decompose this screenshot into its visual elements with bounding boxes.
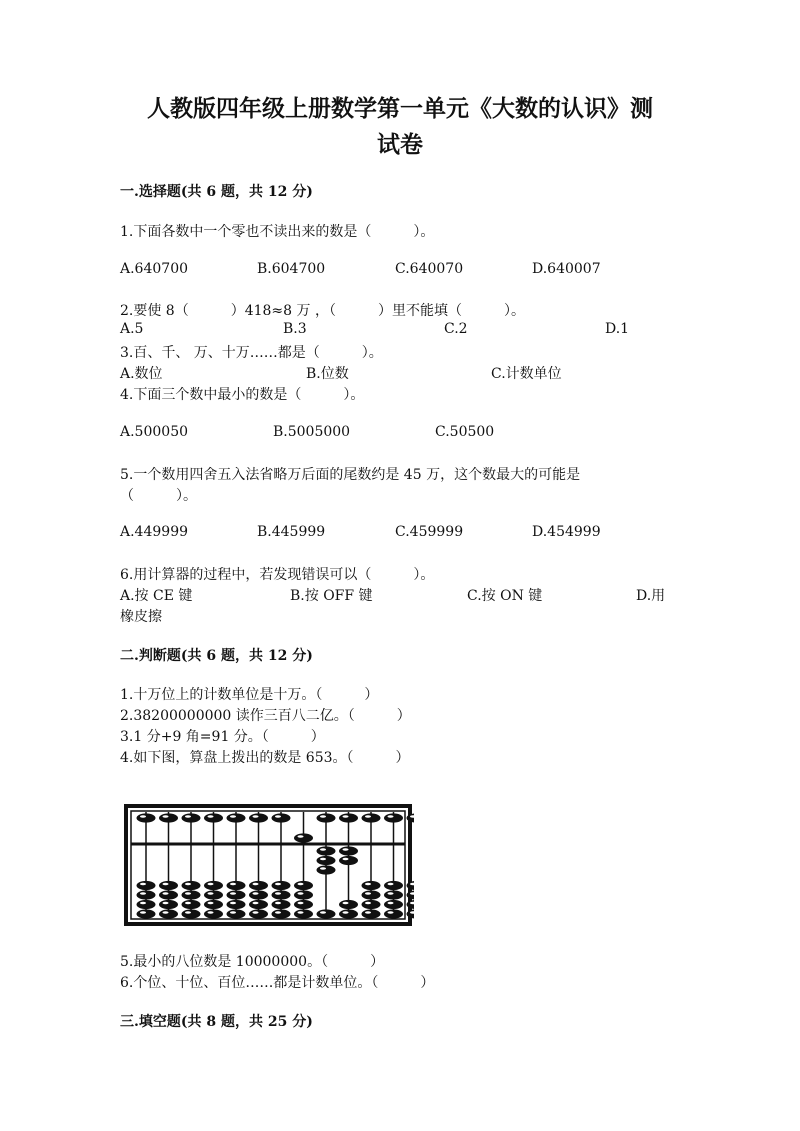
abacus-lower-bead xyxy=(227,909,246,918)
section-heading-fill: 三.填空题(共 8 题，共 25 分) xyxy=(120,1014,313,1030)
abacus-lower-bead xyxy=(204,881,223,890)
abacus-bead-highlight xyxy=(320,911,326,914)
q1-option-d: D.640007 xyxy=(532,261,601,277)
abacus-bead-highlight xyxy=(275,902,281,905)
abacus-lower-bead xyxy=(317,865,336,874)
abacus-lower-bead xyxy=(182,909,201,918)
abacus-bead-highlight xyxy=(185,815,191,818)
q5-option-a: A.449999 xyxy=(120,524,189,540)
abacus-lower-bead xyxy=(294,900,313,909)
abacus-lower-bead xyxy=(384,881,403,890)
question-1: 1.下面各数中一个零也不读出来的数是（ ）。 xyxy=(120,224,435,240)
abacus-bead-highlight xyxy=(320,815,326,818)
abacus-bead-highlight xyxy=(298,835,304,838)
abacus-bead-highlight xyxy=(343,815,349,818)
abacus-bead-highlight xyxy=(208,902,214,905)
abacus-lower-bead xyxy=(317,909,336,918)
abacus-bead-highlight xyxy=(253,815,259,818)
abacus-lower-bead xyxy=(339,900,358,909)
abacus-lower-bead xyxy=(182,890,201,899)
abacus-bead-highlight xyxy=(208,883,214,886)
q4-option-c: C.50500 xyxy=(435,424,495,440)
q5-option-b: B.445999 xyxy=(257,524,326,540)
abacus-bead-highlight xyxy=(163,902,169,905)
judgement-item-2: 2.38200000000 读作三百八二亿。（ ） xyxy=(120,708,411,724)
abacus-upper-bead xyxy=(272,813,291,822)
abacus-upper-bead xyxy=(249,813,268,822)
abacus-lower-bead xyxy=(294,881,313,890)
abacus-lower-bead xyxy=(159,881,178,890)
q1-option-b: B.604700 xyxy=(257,261,326,277)
abacus-bead-highlight xyxy=(275,911,281,914)
abacus-figure xyxy=(124,802,414,927)
question-6: 6.用计算器的过程中，若发现错误可以（ ）。 xyxy=(120,567,435,583)
judgement-item-3: 3.1 分+9 角=91 分。（ ） xyxy=(120,729,325,745)
judgement-item-1: 1.十万位上的计数单位是十万。（ ） xyxy=(120,687,379,703)
abacus-lower-bead xyxy=(159,909,178,918)
abacus-bead-highlight xyxy=(275,892,281,895)
abacus-lower-bead xyxy=(159,890,178,899)
q3-option-c: C.计数单位 xyxy=(491,366,562,382)
page-title-line2: 试卷 xyxy=(377,131,423,158)
abacus-bead-highlight xyxy=(320,858,326,861)
judgement-item-6: 6.个位、十位、百位……都是计数单位。（ ） xyxy=(120,975,435,991)
judgement-item-5: 5.最小的八位数是 10000000。（ ） xyxy=(120,954,385,970)
abacus-upper-bead xyxy=(362,813,381,822)
q4-option-b: B.5005000 xyxy=(273,424,351,440)
abacus-lower-bead xyxy=(204,890,223,899)
abacus-upper-bead xyxy=(204,813,223,822)
abacus-lower-bead xyxy=(249,909,268,918)
abacus-bead-highlight xyxy=(343,858,349,861)
q5-option-d: D.454999 xyxy=(532,524,601,540)
abacus-lower-bead xyxy=(272,900,291,909)
abacus-bead-highlight xyxy=(208,815,214,818)
judgement-item-4: 4.如下图，算盘上拨出的数是 653。（ ） xyxy=(120,750,410,766)
abacus-bead-highlight xyxy=(163,892,169,895)
abacus-bead-highlight xyxy=(163,883,169,886)
abacus-bead-highlight xyxy=(298,911,304,914)
abacus-bead-highlight xyxy=(343,848,349,851)
abacus-bead-highlight xyxy=(140,815,146,818)
q2-option-c: C.2 xyxy=(444,321,468,337)
abacus-bead-highlight xyxy=(140,902,146,905)
q4-option-a: A.500050 xyxy=(120,424,189,440)
abacus-bead-highlight xyxy=(298,902,304,905)
abacus-bead-highlight xyxy=(388,902,394,905)
abacus-bead-highlight xyxy=(298,892,304,895)
abacus-bead-highlight xyxy=(230,883,236,886)
abacus-bead-highlight xyxy=(298,883,304,886)
abacus-bead-highlight xyxy=(185,883,191,886)
abacus-lower-bead xyxy=(182,900,201,909)
abacus-lower-bead xyxy=(204,909,223,918)
abacus-lower-bead xyxy=(294,890,313,899)
abacus-lower-bead xyxy=(272,909,291,918)
abacus-lower-bead xyxy=(227,890,246,899)
abacus-upper-bead xyxy=(339,813,358,822)
abacus-upper-bead xyxy=(227,813,246,822)
abacus-bead-highlight xyxy=(320,867,326,870)
abacus-lower-bead xyxy=(362,890,381,899)
abacus-bead-highlight xyxy=(365,892,371,895)
abacus-bead-highlight xyxy=(230,815,236,818)
abacus-bead-highlight xyxy=(230,902,236,905)
q2-option-a: A.5 xyxy=(120,321,144,337)
abacus-lower-bead xyxy=(317,856,336,865)
abacus-bead-highlight xyxy=(253,892,259,895)
abacus-bead-highlight xyxy=(140,911,146,914)
abacus-bead-highlight xyxy=(140,883,146,886)
q2-option-b: B.3 xyxy=(283,321,307,337)
abacus-lower-bead xyxy=(339,846,358,855)
section-heading-judgement: 二.判断题(共 6 题，共 12 分) xyxy=(120,648,313,664)
abacus-bead-highlight xyxy=(343,902,349,905)
abacus-lower-bead xyxy=(137,909,156,918)
abacus-bead-highlight xyxy=(365,883,371,886)
abacus-lower-bead xyxy=(294,909,313,918)
abacus-bead-highlight xyxy=(185,892,191,895)
abacus-bead-highlight xyxy=(230,911,236,914)
q3-option-b: B.位数 xyxy=(306,366,349,382)
abacus-bead-highlight xyxy=(253,883,259,886)
abacus-bead-highlight xyxy=(253,902,259,905)
abacus-lower-bead xyxy=(384,900,403,909)
abacus-upper-bead xyxy=(159,813,178,822)
abacus-bead-highlight xyxy=(343,911,349,914)
abacus-lower-bead xyxy=(272,890,291,899)
abacus-bead-highlight xyxy=(365,911,371,914)
abacus-upper-bead xyxy=(384,813,403,822)
q3-option-a: A.数位 xyxy=(120,366,163,382)
abacus-lower-bead xyxy=(362,900,381,909)
abacus-upper-bead xyxy=(182,813,201,822)
q6-option-d-wrap: 橡皮擦 xyxy=(120,609,162,625)
abacus-bead-highlight xyxy=(320,848,326,851)
abacus-lower-bead xyxy=(249,881,268,890)
abacus-bead-highlight xyxy=(185,911,191,914)
abacus-lower-bead xyxy=(249,890,268,899)
question-3: 3.百、千、 万、十万……都是（ ）。 xyxy=(120,345,383,361)
abacus-lower-bead xyxy=(362,881,381,890)
abacus-bead-highlight xyxy=(388,911,394,914)
abacus-lower-bead xyxy=(249,900,268,909)
abacus-bead-highlight xyxy=(388,883,394,886)
q6-option-a: A.按 CE 键 xyxy=(120,588,193,604)
abacus-lower-bead xyxy=(227,881,246,890)
abacus-lower-bead xyxy=(339,856,358,865)
abacus-bead-highlight xyxy=(140,892,146,895)
abacus-lower-bead xyxy=(137,900,156,909)
question-2: 2.要使 8（ ）418≈8 万 ，（ ）里不能填（ ）。 xyxy=(120,303,525,319)
q6-option-b: B.按 OFF 键 xyxy=(290,588,373,604)
abacus-bead-highlight xyxy=(365,902,371,905)
page-title-line1: 人教版四年级上册数学第一单元《大数的认识》测 xyxy=(147,95,653,122)
q6-option-d: D.用 xyxy=(636,588,666,604)
abacus-bead-highlight xyxy=(208,892,214,895)
abacus-upper-bead xyxy=(137,813,156,822)
abacus-bead-highlight xyxy=(388,892,394,895)
abacus-bead-highlight xyxy=(275,815,281,818)
abacus-lower-bead xyxy=(137,890,156,899)
abacus-lower-bead xyxy=(182,881,201,890)
abacus-lower-bead xyxy=(384,909,403,918)
q5-option-c: C.459999 xyxy=(395,524,464,540)
section-heading-choice: 一.选择题(共 6 题，共 12 分) xyxy=(120,184,313,200)
abacus-bead-highlight xyxy=(163,911,169,914)
abacus-lower-bead xyxy=(227,900,246,909)
abacus-upper-bead xyxy=(294,833,313,842)
abacus-lower-bead xyxy=(159,900,178,909)
abacus-lower-bead xyxy=(137,881,156,890)
q6-option-c: C.按 ON 键 xyxy=(467,588,543,604)
abacus-lower-bead xyxy=(272,881,291,890)
abacus-bead-highlight xyxy=(365,815,371,818)
abacus-bead-highlight xyxy=(230,892,236,895)
q2-option-d: D.1 xyxy=(605,321,630,337)
abacus-lower-bead xyxy=(362,909,381,918)
abacus-lower-bead xyxy=(339,909,358,918)
abacus-bead-highlight xyxy=(388,815,394,818)
question-5-line2: （ ）。 xyxy=(120,488,197,504)
abacus-bead-highlight xyxy=(185,902,191,905)
abacus-lower-bead xyxy=(317,846,336,855)
abacus-bead-highlight xyxy=(208,911,214,914)
abacus-upper-bead xyxy=(317,813,336,822)
q1-option-c: C.640070 xyxy=(395,261,464,277)
abacus-lower-bead xyxy=(384,890,403,899)
abacus-bead-highlight xyxy=(275,883,281,886)
q1-option-a: A.640700 xyxy=(120,261,189,277)
abacus-lower-bead xyxy=(204,900,223,909)
question-5-line1: 5.一个数用四舍五入法省略万后面的尾数约是 45 万，这个数最大的可能是 xyxy=(120,467,581,483)
abacus-bead-highlight xyxy=(253,911,259,914)
question-4: 4.下面三个数中最小的数是（ ）。 xyxy=(120,387,365,403)
abacus-bead-highlight xyxy=(163,815,169,818)
